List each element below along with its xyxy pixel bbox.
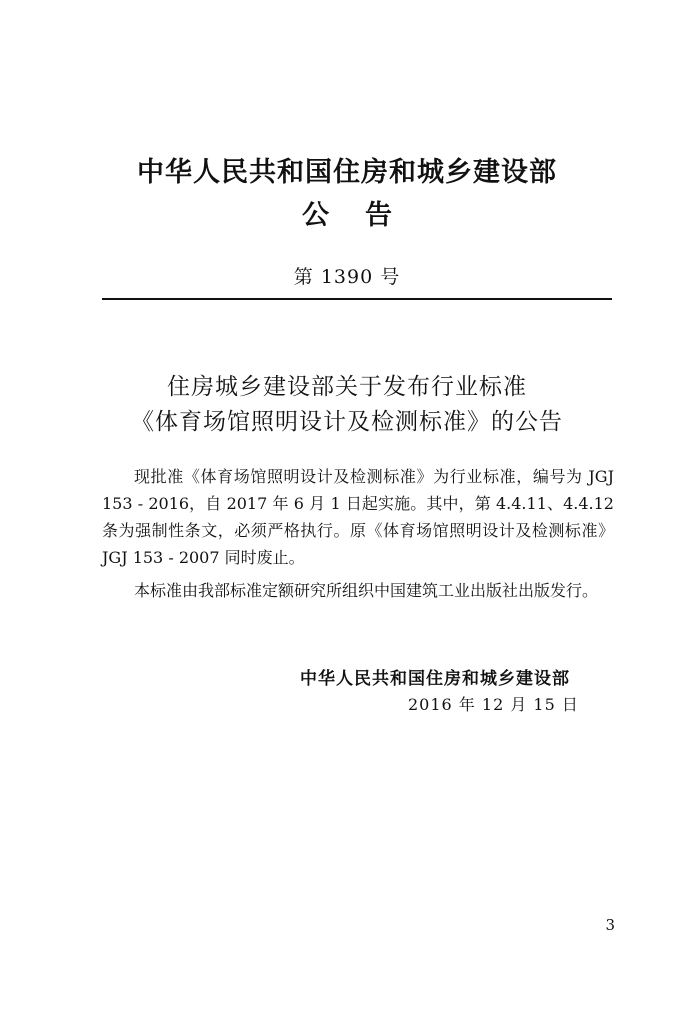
document-type: 公告 (302, 200, 428, 231)
notice-heading-line-2: 《体育场馆照明设计及检测标准》的公告 (131, 409, 563, 435)
issuer-title: 中华人民共和国住房和城乡建设部 (137, 157, 557, 188)
body-paragraph-1: 现批准《体育场馆照明设计及检测标准》为行业标准，编号为 JGJ 153 - 2016，自 2017 年 6 月 1 日起实施。其中，第 4.4.11、4.4.12 条为强制性条文，必须严格执行。原《体育场馆照明设计及检测标准》JGJ 153 - 2007 同时废止。 (102, 467, 614, 567)
page-number: 3 (605, 916, 615, 934)
document-number: 第 1390 号 (293, 266, 401, 288)
header-divider (102, 298, 612, 300)
signature-organization: 中华人民共和国住房和城乡建设部 (300, 669, 570, 689)
signature-date: 2016 年 12 月 15 日 (408, 695, 579, 714)
notice-heading-line-1: 住房城乡建设部关于发布行业标准 (167, 374, 527, 400)
body-paragraph-2: 本标准由我部标准定额研究所组织中国建筑工业出版社出版发行。 (134, 581, 599, 600)
